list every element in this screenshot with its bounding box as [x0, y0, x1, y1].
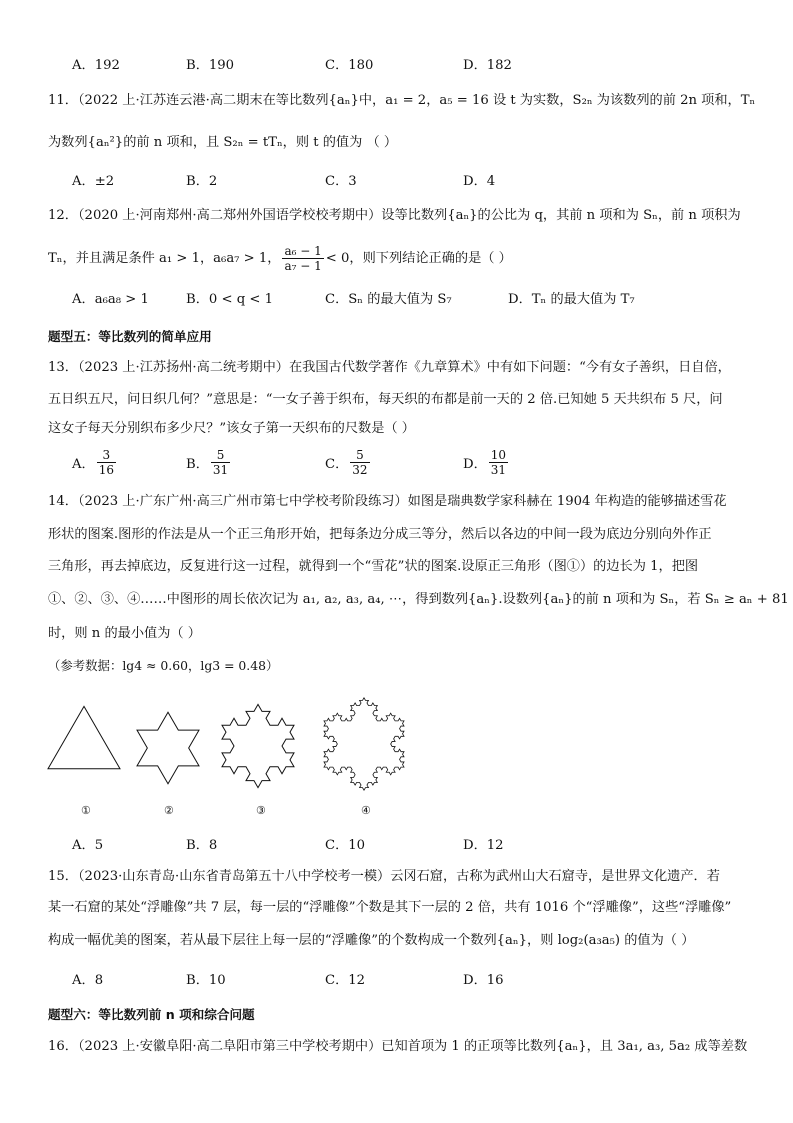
q13-option-b-fraction — [211, 448, 230, 477]
q11-options — [0, 170, 793, 192]
q12-text-line1: 12．（2020 上·河南郑州·高二郑州外国语学校校考期中）设等比数列{aₙ}的公比为 q，其前 n 项和为 Sₙ，前 n 项积为 — [48, 208, 741, 223]
figure-label-1: ① — [81, 804, 91, 817]
q14-text-line3: 三角形，再去掉底边，反复进行这一过程，就得到一个“雪花”状的图案.设原正三角形（图①）的边长为 1，把图 — [48, 559, 699, 574]
q14-text-line4: ①、②、③、④……中图形的周长依次记为 a₁, a₂, a₃, a₄, ⋯，得到数列{aₙ}.设数列{aₙ}的前 n 项和为 Sₙ，若 Sₙ ≥ aₙ + 81 — [48, 592, 789, 607]
q14-text-line5: 时，则 n 的最小值为（ ） — [48, 626, 201, 641]
q11-option-b: B．2 — [186, 174, 218, 189]
q15-text-line1: 15．（2023·山东青岛·山东省青岛第五十八中学校考一模）云冈石窟，古称为武州山大石窟寺，是世界文化遗产．若 — [48, 869, 720, 884]
q13-option-d-fraction — [489, 448, 508, 477]
q14-option-a: A．5 — [72, 838, 104, 853]
q13-option-a-label: A． — [72, 457, 95, 472]
q12-option-d: D．Tₙ 的最大值为 T₇ — [508, 292, 635, 307]
q14-option-c: C．10 — [325, 838, 366, 853]
q13-option-a-num: 3 — [97, 448, 116, 463]
koch-iteration-3 — [222, 704, 294, 787]
figure-label-3: ③ — [256, 804, 266, 817]
snow2-outline — [137, 712, 199, 784]
q13-option-d-num: 10 — [490, 448, 507, 462]
snow4-outline — [324, 698, 404, 790]
q14-options — [0, 834, 793, 856]
snow1-outline — [48, 706, 120, 768]
q13-options — [0, 448, 793, 484]
q15-option-a: A．8 — [72, 973, 104, 988]
koch-snowflake-svg — [40, 688, 760, 800]
q12-option-b: B．0 < q < 1 — [186, 292, 273, 307]
q10-option-d: D．182 — [463, 58, 512, 73]
q15-text-line3: 构成一幅优美的图案，若从最下层往上每一层的“浮雕像”的个数构成一个数列{aₙ}，则 log₂(a₃a₅) 的值为（ ） — [48, 933, 695, 948]
q10-option-c: C．180 — [325, 58, 374, 73]
q10-options — [0, 54, 793, 76]
figure-label-4: ④ — [361, 804, 371, 817]
q12-text-line2 — [48, 244, 512, 274]
q15-text-line2: 某一石窟的某处“浮雕像”共 7 层，每一层的“浮雕像”个数是其下一层的 2 倍，共有 1016 个“浮雕像”，这些“浮雕像” — [48, 900, 732, 915]
q14-text-line2: 形状的图案.图形的作法是从一个正三角形开始，把每条边分成三等分，然后以各边的中间一段为底边分别向外作正 — [48, 527, 712, 542]
q12-line2-suffix: < 0，则下列结论正确的是（ ） — [325, 251, 512, 266]
q13-option-b-num: 5 — [211, 448, 230, 463]
q11-text-line2: 为数列{aₙ²}的前 n 项和，且 S₂ₙ = tTₙ，则 t 的值为 （ ） — [48, 135, 398, 150]
koch-iteration-2 — [137, 712, 199, 784]
q14-reference-data: （参考数据：lg4 ≈ 0.60，lg3 = 0.48） — [48, 658, 279, 673]
q13-text-line3: 这女子每天分别织布多少尺？”该女子第一天织布的尺数是（ ） — [48, 421, 415, 436]
q12-line2-prefix: Tₙ，并且满足条件 a₁ > 1，a₆a₇ > 1， — [48, 251, 281, 266]
q13-option-c-fraction — [350, 448, 369, 477]
q10-option-a: A．192 — [72, 58, 120, 73]
q13-text-line1: 13．（2023 上·江苏扬州·高二统考期中）在我国古代数学著作《九章算术》中有如下问题：“今有女子善织，日自倍， — [48, 360, 731, 375]
section-heading-type5: 题型五：等比数列的简单应用 — [48, 329, 212, 344]
q10-option-b: B．190 — [186, 58, 235, 73]
q11-option-c: C．3 — [325, 174, 357, 189]
q15-options — [0, 969, 793, 991]
q13-option-c-num: 5 — [350, 448, 369, 463]
q13-option-c-label: C． — [325, 457, 349, 472]
q12-fraction-numerator: a₆ − 1 — [284, 244, 322, 258]
q13-option-a — [72, 448, 118, 477]
q13-option-c — [325, 448, 372, 477]
q11-option-d: D．4 — [463, 174, 496, 189]
q11-text-line1: 11．（2022 上·江苏连云港·高二期末在等比数列{aₙ}中，a₁ = 2，a₅ = 16 设 t 为实数，S₂ₙ 为该数列的前 2n 项和，Tₙ — [48, 93, 756, 108]
q11-option-a: A．±2 — [72, 174, 115, 189]
q15-option-c: C．12 — [325, 973, 366, 988]
q13-option-d-label: D． — [463, 457, 487, 472]
koch-iteration-4 — [324, 698, 404, 790]
q14-text-line1: 14．（2023 上·广东广州·高三广州市第七中学校考阶段练习）如图是瑞典数学家科赫在 1904 年构造的能够描述雪花 — [48, 494, 727, 509]
q14-option-b: B．8 — [186, 838, 218, 853]
q13-option-c-den: 32 — [352, 463, 368, 477]
q13-option-b-den: 31 — [212, 463, 229, 477]
section-heading-type6: 题型六：等比数列前 n 项和综合问题 — [48, 1007, 255, 1022]
q12-option-a: A．a₆a₈ > 1 — [72, 292, 149, 307]
q14-option-d: D．12 — [463, 838, 504, 853]
q12-option-c: C．Sₙ 的最大值为 S₇ — [325, 292, 452, 307]
q13-option-a-den: 16 — [98, 463, 114, 477]
koch-snowflake-figure — [40, 688, 760, 818]
q13-option-b-label: B． — [186, 457, 209, 472]
q15-option-d: D．16 — [463, 973, 504, 988]
q16-text-line1: 16．（2023 上·安徽阜阳·高二阜阳市第三中学校考期中）已知首项为 1 的正项等比数列{aₙ}，且 3a₁, a₃, 5a₂ 成等差数 — [48, 1039, 748, 1054]
q13-option-b — [186, 448, 232, 477]
q15-option-b: B．10 — [186, 973, 226, 988]
q13-option-a-fraction — [97, 448, 116, 477]
q12-fraction — [282, 244, 323, 273]
q13-option-d — [463, 448, 510, 477]
snow3-outline — [222, 704, 294, 787]
q12-fraction-denominator: a₇ − 1 — [284, 259, 322, 273]
q13-text-line2: 五日织五尺，问日织几何？”意思是：“一女子善于织布，每天织的布都是前一天的 2 倍.已知她 5 天共织布 5 尺，问 — [48, 392, 723, 407]
koch-iteration-1 — [48, 706, 120, 768]
figure-label-2: ② — [164, 804, 174, 817]
q13-option-d-den: 31 — [490, 463, 507, 477]
q12-options — [0, 288, 793, 310]
